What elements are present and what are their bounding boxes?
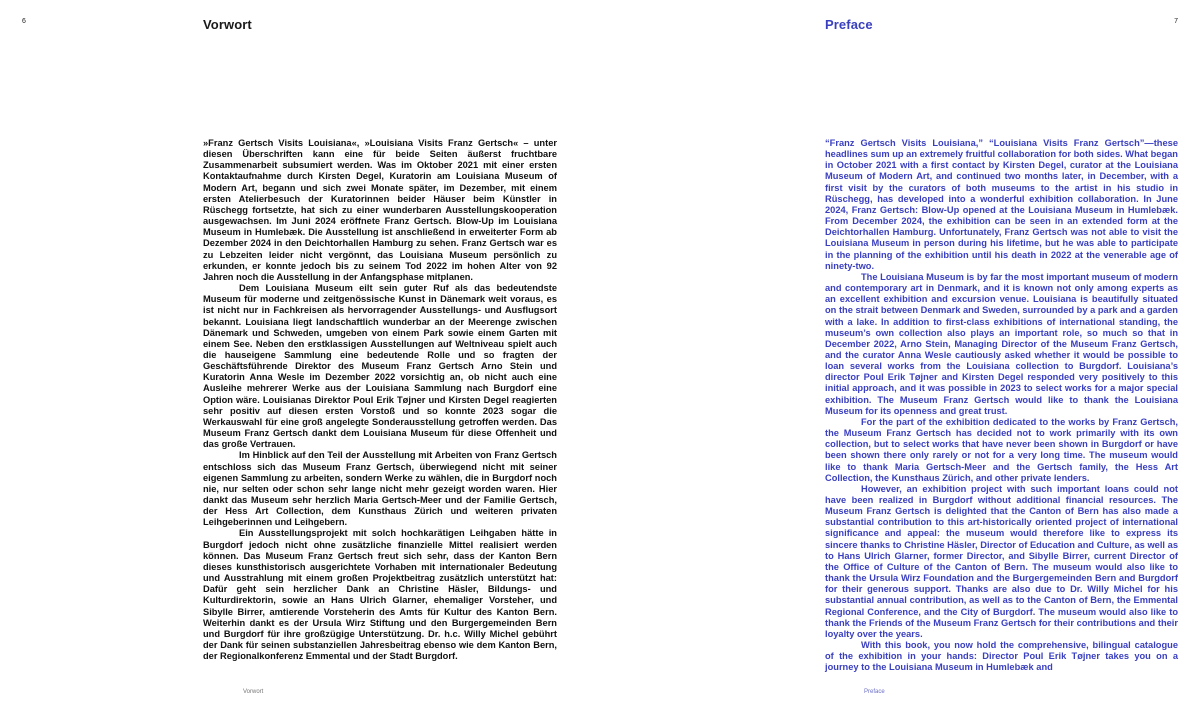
paragraph: The Louisiana Museum is by far the most important museum of modern and contemporary art in Denmark, and it is known not only among experts as an excellent exhibition and excursion venue. Louisiana is beautifully situated on the strait between Denmark and Sweden, surrounded by a park and a garden with a lake. In addition to first-class exhibitions of international standing, the museum’s own collection also plays an important role, so much so that in December 2022, Arno Stein, Managing Director of the Museum Franz Gertsch, and the curator Anna Wesle cautiously asked whether it would be possible to loan several works from the Louisiana collection to Burgdorf. Louisiana’s director Poul Erik Tøjner and Kirsten Degel responded very positively to this initial approach, and it was possible in 2023 to select works for a major special exhibition. The Museum Franz Gertsch would like to thank the Louisiana Museum for its openness and great trust. xyxy=(825,271,1178,416)
paragraph: “Franz Gertsch Visits Louisiana,” “Louisiana Visits Franz Gertsch”—these headlines sum up an extremely fruitful collaboration for both sides. What began in October 2021 with a first contact by Kirsten Degel, curator at the Louisiana Museum of Modern Art, and continued two months later, in December, with a first visit by the curators of both museums to the artist in his studio in Rüschegg, has developed into a wonderful exhibition collaboration. In June 2024, Franz Gertsch: Blow-Up opened at the Louisiana Museum in Humlebæk. From December 2024, the exhibition can be seen in an extended form at the Deichtorhallen Hamburg. Unfortunately, Franz Gertsch was not able to visit the Louisiana Museum in person during his lifetime, but he was able to participate in the planning of the exhibition until his death in 2022 at the venerable age of ninety-two. xyxy=(825,138,1178,271)
paragraph: With this book, you now hold the comprehensive, bilingual catalogue of the exhibition in your hands: Director Poul Erik Tøjner takes you on a journey to the Louisiana Museum in Humlebæk and xyxy=(825,640,1178,673)
paragraph: Im Hinblick auf den Teil der Ausstellung mit Arbeiten von Franz Gertsch entschloss sich das Museum Franz Gertsch, überwiegend nicht mit seiner eigenen Sammlung zu arbeiten, sondern Werke zu wählen, die in Burgdorf noch nie, nur selten oder schon sehr lange nicht mehr gezeigt worden waren. Hier dankt das Museum sehr herzlich Maria Gertsch-Meer und der Familie Gertsch, der Hess Art Collection, dem Kunsthaus Zürich und weiteren privaten Leihgeberinnen und Leihgebern. xyxy=(203,450,557,528)
right-page xyxy=(600,0,1200,725)
body-text xyxy=(825,138,1178,674)
page-title: Preface xyxy=(825,17,873,32)
paragraph: »Franz Gertsch Visits Louisiana«, »Louisiana Visits Franz Gertsch« – unter diesen Überschriften kann eine für beide Seiten äußerst fruchtbare Zusammenarbeit subsumiert werden. Was im Oktober 2021 mit einer ersten Kontaktaufnahme durch Kirsten Degel, Kuratorin am Louisiana Museum of Modern Art, begann und sich zwei Monate später, im Dezember, mit einem ersten Atelierbesuch der Kuratorinnen beider Häuser beim Künstler in Rüschegg fortsetzte, hat sich zu einer wunderbaren Ausstellungskooperation ausgewachsen. Im Juni 2024 eröffnete Franz Gertsch. Blow-Up im Louisiana Museum in Humlebæk. Die Ausstellung ist anschließend in erweiterter Form ab Dezember 2024 in den Deichtorhallen Hamburg zu sehen. Franz Gertsch war es zu Lebzeiten leider nicht vergönnt, das Louisiana Museum persönlich zu erkunden, er konnte jedoch bis zu seinem Tod 2022 im hohen Alter von 92 Jahren noch die Ausstellung in der Anfangsphase mitplanen. xyxy=(203,138,557,282)
paragraph: Dem Louisiana Museum eilt sein guter Ruf als das bedeutendste Museum für moderne und zeitgenössische Kunst in Dänemark weit voraus, es ist nicht nur in Fachkreisen als hervorragender Ausstellungs- und Ausflugsort bekannt. Louisiana liegt landschaftlich wunderbar an der Meerenge zwischen Dänemark und Schweden, umgeben von einem Park sowie einem Garten mit einem See. Neben den erstklassigen Ausstellungen auf Weltniveau spielt auch die hauseigene Sammlung eine bedeutende Rolle und so fragten der Geschäftsführende Direktor des Museum Franz Gertsch Arno Stein und Kuratorin Anna Wesle im Dezember 2022 vorsichtig an, ob nicht auch eine Ausleihe mehrerer Werke aus der Louisiana Sammlung nach Burgdorf eine Option wäre. Louisianas Direktor Poul Erik Tøjner und Kirsten Degel reagierten sehr positiv auf diesen ersten Vorstoß und so konnte 2023 sogar die Werkauswahl für eine groß angelegte Sonderausstellung getroffen werden. Das Museum Franz Gertsch dankt dem Louisiana Museum für diese Offenheit und das große Vertrauen. xyxy=(203,283,557,450)
paragraph: Ein Ausstellungsprojekt mit solch hochkarätigen Leihgaben hätte in Burgdorf jedoch nicht ohne zusätzliche finanzielle Mittel realisiert werden können. Das Museum Franz Gertsch freut sich sehr, dass der Kanton Bern dieses kunsthistorisch ausgerichtete Vorhaben mit internationaler Bedeutung und Ausstrahlung mit einem großen Projektbeitrag zusätzlich unterstützt hat: Dafür geht sein herzlicher Dank an Christine Häsler, Bildungs- und Kulturdirektorin, sowie an Hans Ulrich Glarner, ehemaliger Vorsteher, und Sibylle Birrer, amtierende Vorsteherin des Amts für Kultur des Kanton Bern. Weiterhin dankt es der Ursula Wirz Stiftung und den Burgergemeinden Bern und Burgdorf für ihre großzügige Unterstützung. Dr. h.c. Willy Michel gebührt der Dank für seinen substanziellen Jahresbeitrag ebenso wie dem Kanton Bern, der Regionalkonferenz Emmental und der Stadt Burgdorf. xyxy=(203,528,557,662)
body-text xyxy=(203,138,557,662)
running-footer: Vorwort xyxy=(243,689,264,695)
page-number: 6 xyxy=(22,18,26,25)
page-title: Vorwort xyxy=(203,17,252,32)
paragraph: For the part of the exhibition dedicated to the works by Franz Gertsch, the Museum Franz Gertsch has decided not to work primarily with its own collection, but to select works that have never been shown in Burgdorf or have been shown there only rarely or not for a very long time. The museum would like to thank Maria Gertsch-Meer and the Gertsch family, the Hess Art Collection, the Kunsthaus Zürich, and other private lenders. xyxy=(825,416,1178,483)
page-number: 7 xyxy=(1174,18,1178,25)
paragraph: However, an exhibition project with such important loans could not have been realized in Burgdorf without additional financial resources. The Museum Franz Gertsch is delighted that the Canton of Bern has also made a substantial contribution to this art-historically oriented project of international significance and appeal: the museum would therefore like to express its sincere thanks to Christine Häsler, Director of Education and Culture, as well as to Hans Ulrich Glarner, former Director, and Sibylle Birrer, current Director of the Office of Culture of the Canton of Bern. The museum would also like to thank the Ursula Wirz Foundation and the Burgergemeinden Bern and Burgdorf for their generous support. Thanks are also due to Dr. Willy Michel for his substantial annual contribution, as well as to the Canton of Bern, the Emmental Regional Conference, and the City of Burgdorf. The museum would also like to thank the Friends of the Museum Franz Gertsch for their contributions and their loyalty over the years. xyxy=(825,483,1178,639)
running-footer: Preface xyxy=(864,689,885,695)
